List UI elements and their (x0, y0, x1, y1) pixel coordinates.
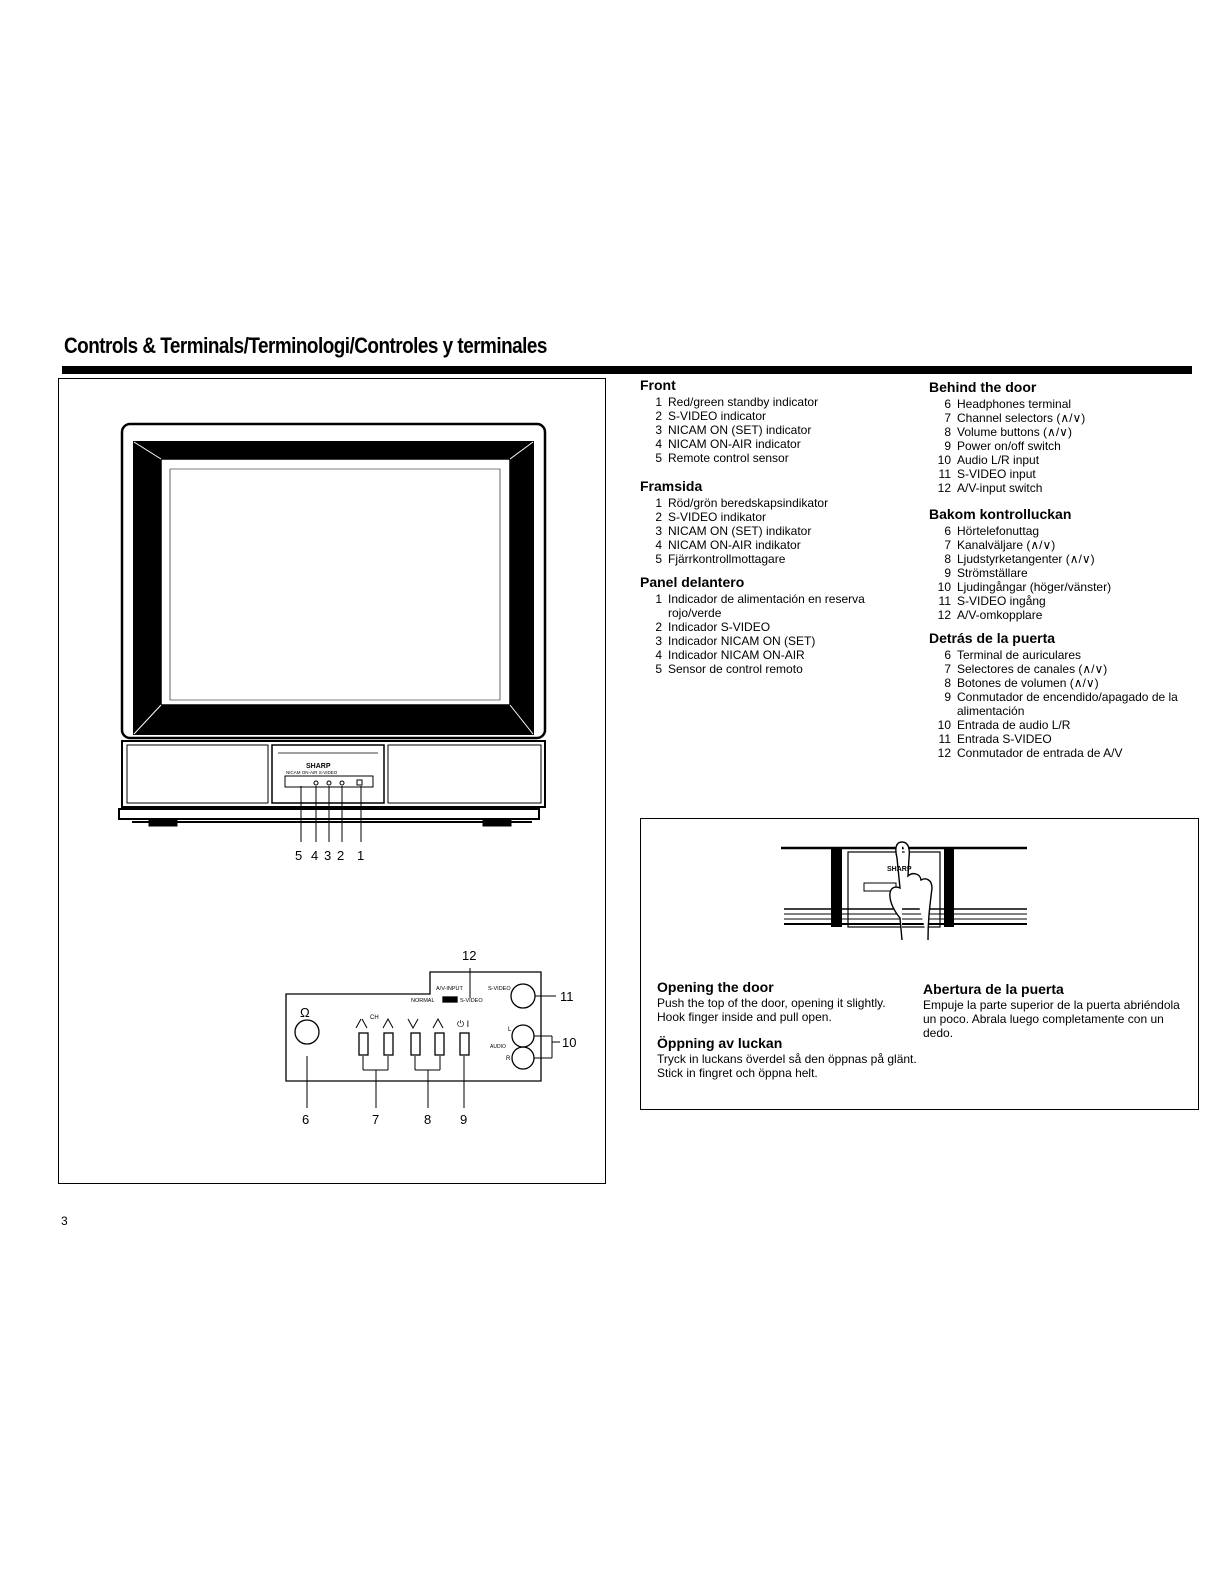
list-item: 6 Terminal de auriculares (944, 648, 1082, 662)
callout-2: 2 (337, 848, 345, 863)
list-item: 1 Red/green standby indicator (655, 395, 819, 409)
oppning-text: Tryck in luckans överdel så den öppnas på glänt. Stick in fingret och öppna helt. (657, 1052, 917, 1080)
section-heading: Behind the door (929, 379, 1037, 395)
callout-7: 7 (372, 1112, 380, 1127)
page-title: Controls & Terminals/Terminologi/Controles y terminales (64, 333, 547, 358)
control-panel-illustration (286, 968, 560, 1108)
list-item: 3 NICAM ON (SET) indikator (655, 524, 812, 538)
callout-9: 9 (460, 1112, 468, 1127)
abertura-text: Empuje la parte superior de la puerta abriéndola un poco. Abrala luego completamente con un dedo. (923, 998, 1180, 1040)
list-item: 4 NICAM ON-AIR indicator (655, 437, 801, 451)
oppning-heading: Öppning av luckan (657, 1035, 783, 1051)
list-item: 10 Ljudingångar (höger/vänster) (937, 580, 1112, 594)
door-opening-es (923, 981, 1185, 1040)
list-item: 9 Strömställare (944, 566, 1028, 580)
list-item: 12 A/V-input switch (937, 481, 1043, 495)
headphone-icon: Ω (300, 1005, 310, 1020)
abertura-heading: Abertura de la puerta (923, 981, 1064, 997)
section-heading: Panel delantero (640, 574, 745, 590)
list-item: 3 NICAM ON (SET) indicator (655, 423, 812, 437)
list-item: 5 Remote control sensor (655, 451, 789, 465)
list-item: 12 A/V-omkopplare (937, 608, 1043, 622)
svideo-label: S-VIDEO (460, 998, 483, 1004)
list-item: 7 Selectores de canales (∧/∨) (944, 662, 1108, 676)
list-item: 10 Audio L/R input (937, 453, 1040, 467)
list-item: 5 Sensor de control remoto (655, 662, 803, 676)
list-item: 9 Conmutador de encendido/apagado de la alimentación (944, 690, 1178, 718)
list-item: 6 Hörtelefonuttag (944, 524, 1040, 538)
normal-label: NORMAL (411, 998, 435, 1004)
list-item: 8 Ljudstyrketangenter (∧/∨) (944, 552, 1095, 566)
list-item: 2 Indicador S-VIDEO (655, 620, 771, 634)
section-heading: Bakom kontrolluckan (929, 506, 1072, 522)
list-item: 2 S-VIDEO indikator (655, 510, 767, 524)
list-item: 1 Röd/grön beredskapsindikator (655, 496, 829, 510)
door-brand-label: SHARP (887, 866, 912, 873)
audio-r-label: R (506, 1056, 511, 1062)
page-number: 3 (61, 1214, 68, 1228)
svideo-in-label: S-VIDEO (488, 986, 511, 992)
section-behind-door (929, 379, 1191, 495)
list-item: 12 Conmutador de entrada de A/V (937, 746, 1123, 760)
tv-panel-labels: NICAM ON-AIR S-VIDEO (286, 770, 338, 775)
section-bakom (929, 506, 1191, 622)
list-item: 4 Indicador NICAM ON-AIR (655, 648, 805, 662)
list-item: 7 Channel selectors (∧/∨) (944, 411, 1086, 425)
callout-11: 11 (560, 989, 574, 1004)
callout-6: 6 (302, 1112, 310, 1127)
list-item: 11 Entrada S-VIDEO (938, 732, 1052, 746)
list-item: 4 NICAM ON-AIR indikator (655, 538, 801, 552)
tv-brand-label: SHARP (306, 763, 331, 770)
callout-5: 5 (295, 848, 303, 863)
list-item: 7 Kanalväljare (∧/∨) (944, 538, 1056, 552)
audio-l-label: L (508, 1027, 512, 1033)
list-item: 10 Entrada de audio L/R (937, 718, 1071, 732)
audio-label: AUDIO (490, 1044, 506, 1050)
section-front (640, 377, 900, 465)
door-opening-sv (657, 1035, 922, 1080)
callout-1: 1 (357, 848, 365, 863)
section-detras (929, 630, 1193, 760)
section-heading: Framsida (640, 478, 703, 494)
section-framsida (640, 478, 900, 566)
list-item: 9 Power on/off switch (944, 439, 1061, 453)
list-item: 5 Fjärrkontrollmottagare (655, 552, 786, 566)
opening-text: Push the top of the door, opening it slightly. Hook finger inside and pull open. (657, 996, 886, 1024)
power-icon: ⏻ I (457, 1019, 470, 1029)
ch-label: CH (370, 1015, 379, 1021)
callout-12: 12 (462, 948, 477, 963)
section-heading: Front (640, 377, 676, 393)
list-item: 6 Headphones terminal (944, 397, 1072, 411)
callout-3: 3 (324, 848, 332, 863)
callout-4: 4 (311, 848, 319, 863)
callout-10: 10 (562, 1035, 577, 1050)
list-item: 8 Volume buttons (∧/∨) (944, 425, 1072, 439)
list-item: 11 S-VIDEO input (938, 467, 1036, 481)
list-item: 11 S-VIDEO ingång (938, 594, 1046, 608)
section-heading: Detrás de la puerta (929, 630, 1056, 646)
tv-front-illustration (119, 424, 545, 842)
door-opening-en (657, 979, 912, 1024)
callout-8: 8 (424, 1112, 432, 1127)
opening-heading: Opening the door (657, 979, 774, 995)
list-item: 2 S-VIDEO indicator (655, 409, 767, 423)
list-item: 1 Indicador de alimentación en reserva rojo/verde (655, 592, 865, 620)
list-item: 8 Botones de volumen (∧/∨) (944, 676, 1099, 690)
av-input-label: A/V-INPUT (436, 986, 463, 992)
section-panel (640, 574, 902, 676)
list-item: 3 Indicador NICAM ON (SET) (655, 634, 816, 648)
